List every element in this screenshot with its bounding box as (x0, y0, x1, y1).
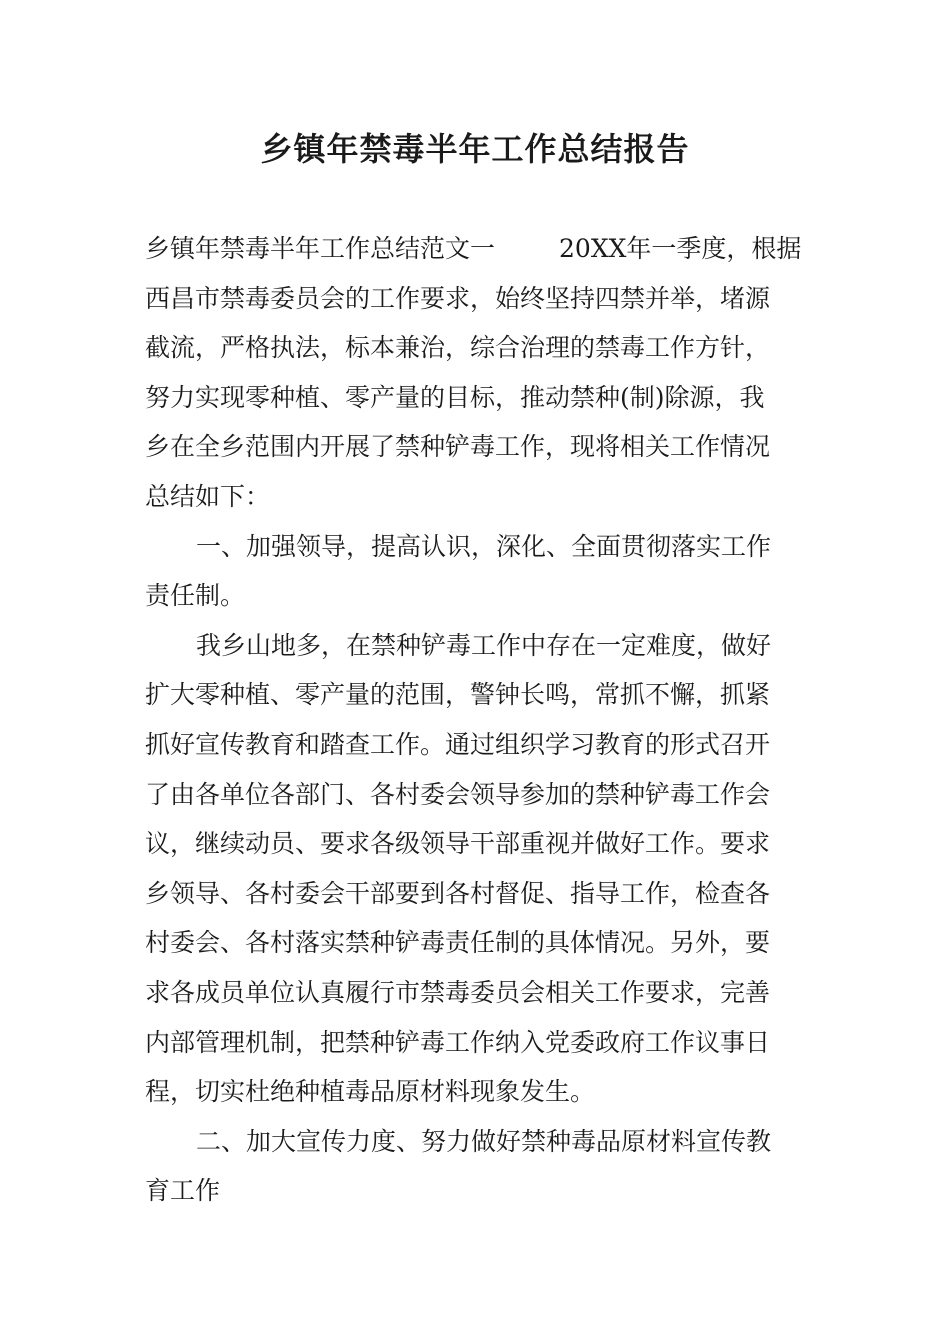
section-heading-line: 一、加强领导，提高认识，深化、全面贯彻落实工作 (196, 531, 772, 561)
body-line: 村委会、各村落实禁种铲毒责任制的具体情况。另外，要 (145, 928, 771, 958)
body-line: 截流，严格执法，标本兼治，综合治理的禁毒工作方针， (145, 333, 771, 363)
body-line: 抓好宣传教育和踏查工作。通过组织学习教育的形式召开 (145, 729, 771, 759)
body-line-text: 乡镇年禁毒半年工作总结范文一 (145, 234, 496, 263)
document-title: 乡镇年禁毒半年工作总结报告 (260, 130, 690, 168)
body-line: 求各成员单位认真履行市禁毒委员会相关工作要求，完善 (145, 977, 771, 1007)
body-line (145, 224, 810, 274)
body-line: 程，切实杜绝种植毒品原材料现象发生。 (145, 1077, 596, 1107)
body-line: 乡领导、各村委会干部要到各村督促、指导工作，检查各 (145, 878, 771, 908)
body-line: 了由各单位各部门、各村委会领导参加的禁种铲毒工作会 (145, 779, 771, 809)
body-line: 西昌市禁毒委员会的工作要求，始终坚持四禁并举，堵源 (145, 283, 771, 313)
body-line: 育工作 (145, 1176, 221, 1206)
body-line: 扩大零种植、零产量的范围，警钟长鸣，常抓不懈，抓紧 (145, 680, 771, 710)
body-line: 责任制。 (145, 581, 246, 611)
body-line-tail: 20XX年一季度，根据 (559, 234, 802, 263)
document-body (145, 224, 810, 1216)
body-line: 议，继续动员、要求各级领导干部重视并做好工作。要求 (145, 829, 771, 859)
paragraph-start-line: 我乡山地多，在禁种铲毒工作中存在一定难度，做好 (196, 630, 772, 660)
section-heading-line: 二、加大宣传力度、努力做好禁种毒品原材料宣传教 (196, 1126, 772, 1156)
body-line: 总结如下： (145, 481, 271, 511)
body-line: 内部管理机制，把禁种铲毒工作纳入党委政府工作议事日 (145, 1027, 771, 1057)
body-line: 乡在全乡范围内开展了禁种铲毒工作，现将相关工作情况 (145, 432, 771, 462)
body-line: 努力实现零种植、零产量的目标，推动禁种(制)除源，我 (145, 382, 765, 412)
